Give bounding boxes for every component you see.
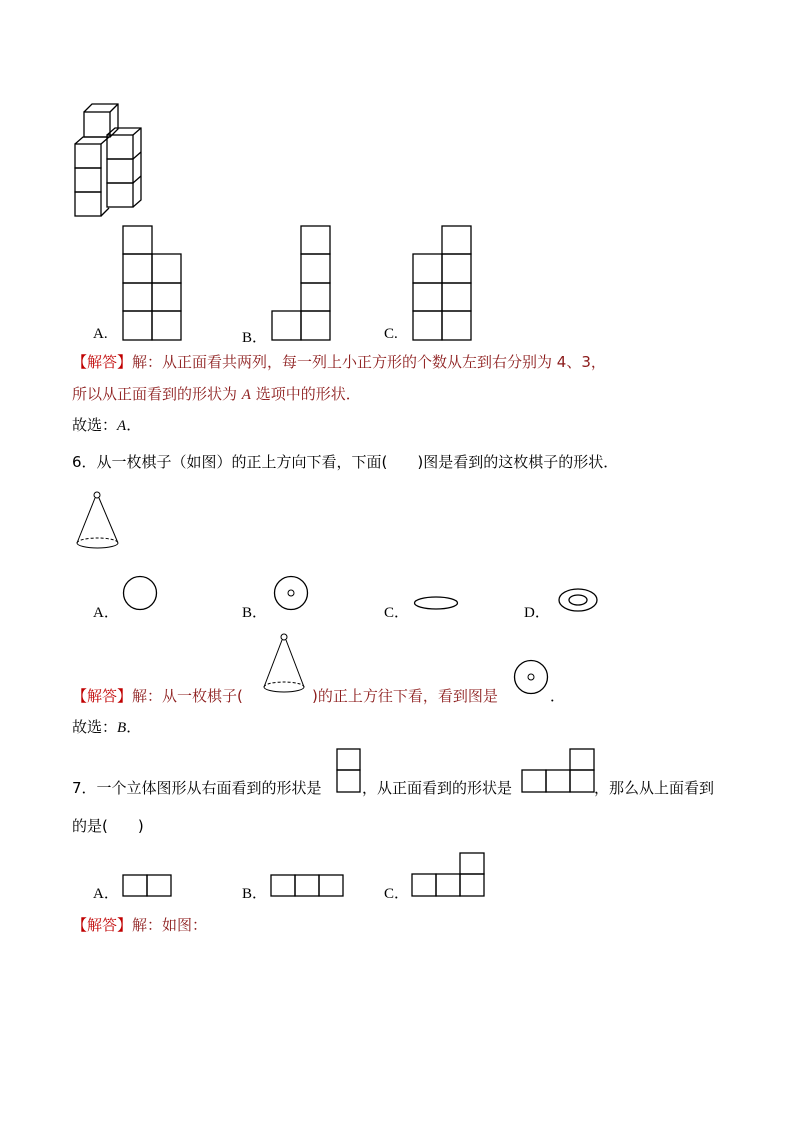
choose-value: B — [117, 720, 127, 736]
q5-answer-line1 — [72, 351, 606, 372]
cube-stack-figure — [70, 98, 150, 220]
q6-option-d-label[interactable]: D． — [524, 605, 550, 621]
answer-tag: 【解答】 — [72, 916, 133, 934]
answer-tag: 【解答】 — [72, 687, 133, 705]
q6-option-b-figure — [272, 576, 310, 612]
q6-answer-line-b: )的正上方往下看，看到图是 — [312, 687, 498, 705]
q7-option-b-label[interactable]: B． — [242, 886, 268, 902]
q6-answer-figure — [512, 660, 550, 696]
q5-choose — [72, 414, 141, 435]
q5-option-c-label[interactable]: C. — [384, 326, 398, 342]
q6-option-c-label[interactable]: C． — [384, 605, 410, 621]
answer-text-a: 所以从正面看到的形状为 — [72, 385, 242, 403]
answer-var: A — [241, 387, 251, 403]
q6-option-a-label[interactable]: A． — [93, 605, 119, 621]
q6-choose — [72, 716, 141, 737]
answer-text: 解：从正面看共两列，每一列上小正方形的个数从左到右分别为 4、3， — [132, 353, 606, 371]
q7-option-c-figure — [411, 852, 487, 898]
chess-piece-cone-inline — [262, 632, 308, 696]
q6-option-d-figure — [556, 586, 600, 614]
q7-option-a-label[interactable]: A． — [93, 886, 119, 902]
q7-option-b-figure — [270, 874, 345, 898]
q7-option-a-figure — [122, 874, 172, 898]
choose-label: 故选： — [72, 718, 118, 736]
q5-option-a-figure — [122, 225, 182, 341]
q5-option-a-label[interactable]: A. — [93, 326, 108, 342]
q5-option-b-figure — [271, 225, 331, 341]
choose-label: 故选： — [72, 416, 118, 434]
q7-question-c: ，那么从上面看到 — [594, 779, 715, 797]
q5-option-b-label[interactable]: B． — [242, 330, 268, 346]
answer-tag: 【解答】 — [72, 353, 133, 371]
q5-answer-line2 — [72, 383, 361, 404]
q6-answer-end: ． — [550, 687, 566, 705]
q6-answer-line — [72, 685, 243, 706]
q5-option-c-figure — [412, 225, 472, 341]
q7-front-view-figure — [521, 748, 597, 794]
answer-text-b: 选项中的形状． — [250, 385, 361, 403]
q7-question-b: ，从正面看到的形状是 — [362, 779, 513, 797]
choose-value: A — [117, 418, 127, 434]
q6-option-c-figure — [412, 594, 460, 612]
q7-question-line2: 的是( ) — [72, 817, 144, 835]
q7-question-a: 7．一个立体图形从右面看到的形状是 — [72, 779, 322, 797]
choose-end: ． — [126, 718, 142, 736]
q7-option-c-label[interactable]: C． — [384, 886, 410, 902]
q7-right-view-figure — [336, 748, 362, 794]
answer-text-a: 解：从一枚棋子( — [132, 687, 243, 705]
q6-question: 6．从一枚棋子（如图）的正上方向下看，下面( )图是看到的这枚棋子的形状． — [72, 453, 619, 471]
answer-text: 解：如图： — [132, 916, 208, 934]
chess-piece-cone-figure — [74, 490, 122, 554]
q6-option-a-figure — [120, 576, 160, 612]
q6-option-b-label[interactable]: B． — [242, 605, 268, 621]
q7-answer-line — [72, 914, 207, 935]
choose-end: ． — [126, 416, 142, 434]
